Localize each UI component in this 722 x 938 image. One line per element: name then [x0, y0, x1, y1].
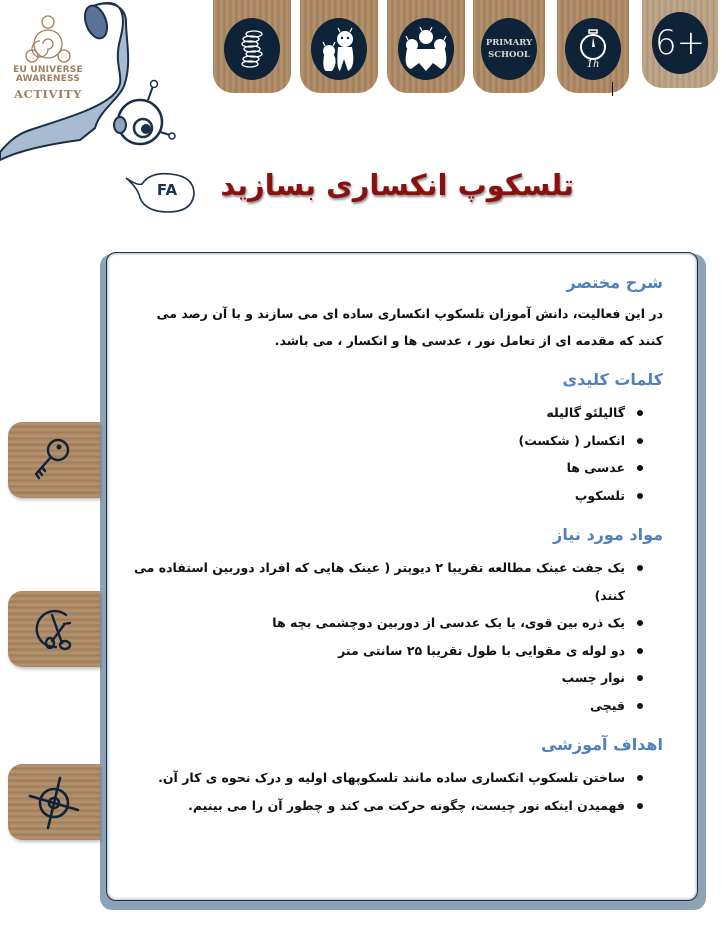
list-item: عدسی ها [131, 454, 663, 482]
materials-side-tab [8, 591, 100, 667]
list-item: یک ذره بین قوی، یا یک عدسی از دوربین دوچشمی بچه ها [131, 609, 663, 637]
summary-section [131, 273, 663, 354]
list-item: دو لوله ی مقوایی با طول تقریبا ۲۵ سانتی متر [131, 637, 663, 665]
goals-section [131, 735, 663, 819]
goals-heading: اهداف آموزشی [540, 735, 663, 754]
materials-heading: مواد مورد نیاز [553, 525, 663, 544]
content-card [106, 252, 698, 901]
card-content [131, 273, 663, 819]
materials-section [131, 525, 663, 719]
pair-of-aliens-icon [311, 18, 367, 80]
list-item: انکسار ( شکست) [131, 427, 663, 455]
list-item: فهمیدن اینکه نور چیست، چگونه حرکت می کند و چطور آن را می بینیم. [131, 792, 663, 820]
duration-text: 1h [586, 58, 600, 70]
school-level-line1: PRIMARY [485, 38, 533, 48]
age-text: 6+ [654, 23, 706, 63]
cost-tab [213, 0, 291, 93]
list-item: نوار چسب [131, 664, 663, 692]
logo-text-line1: EU UNIVERSE [13, 65, 83, 75]
list-item: ساختن تلسکوپ انکساری ساده مانند تلسکوپهای اولیه و درک نحوه ی کار آن. [131, 764, 663, 792]
page-title: تلسکوپ انکساری بسازید [220, 168, 574, 202]
list-item: یک جفت عینک مطالعه تقریبا ۲ دیوپتر ( عینک هایی که افراد دوربین استفاده می کنند) [131, 554, 663, 609]
logo-text-activity: ACTIVITY [14, 87, 82, 101]
keywords-side-tab [8, 422, 100, 498]
school-level-tab [473, 0, 545, 93]
group-size-team-tab [387, 0, 465, 93]
language-badge [124, 170, 196, 214]
age-tab [642, 0, 718, 88]
goals-list [131, 764, 663, 819]
eu-universe-awareness-logo [8, 14, 88, 109]
school-level-badge [481, 18, 537, 80]
list-item: گالیلئو گالیله [131, 399, 663, 427]
duration-tab [557, 0, 629, 93]
list-item: تلسکوپ [131, 482, 663, 510]
language-code: FA [156, 181, 178, 199]
keywords-heading: کلمات کلیدی [562, 370, 663, 389]
summary-text: در این فعالیت، دانش آموزان تلسکوپ انکساری ساده ای می سازند و با آن رصد می کنند که مقدمه ای از تعامل نور ، عدسی ها و انکسار ، می باشد. [156, 306, 663, 348]
materials-list [131, 554, 663, 719]
age-badge [652, 12, 708, 74]
keywords-section [131, 370, 663, 509]
stopwatch-icon [565, 18, 621, 80]
coins-icon [224, 18, 280, 80]
logo-text-line2: AWARENESS [15, 74, 81, 84]
group-size-pair-tab [300, 0, 378, 93]
target-crosshair-icon [28, 776, 80, 830]
summary-heading: شرح مختصر [566, 273, 663, 292]
list-item: قیچی [131, 692, 663, 720]
divider-line [612, 82, 613, 96]
group-of-aliens-icon [398, 18, 454, 80]
school-level-line2: SCHOOL [488, 50, 530, 60]
keywords-list [131, 399, 663, 509]
key-icon [28, 434, 76, 486]
scissors-icon [28, 603, 80, 653]
unawe-logo-icon [24, 14, 72, 66]
goals-side-tab [8, 764, 100, 840]
